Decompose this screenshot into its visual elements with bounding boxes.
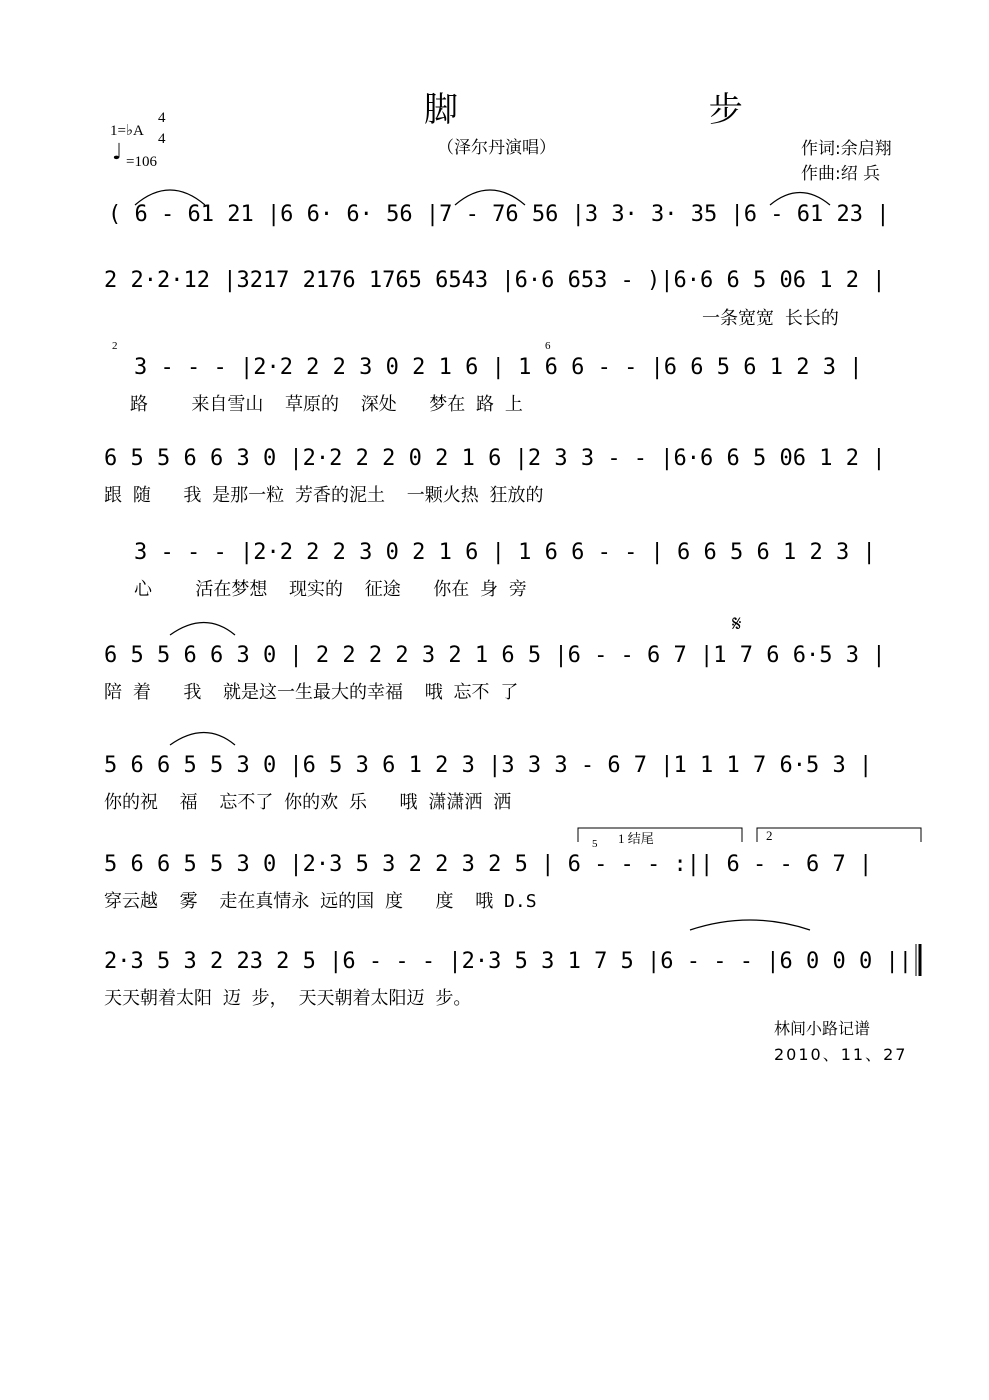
music-row-8: 5 6 6 5 5 3 0 |2·3 5 3 2 2 3 2 5 | 6 - - - :|| 6 - - 6 7 | <box>104 852 873 877</box>
time-signature-bottom: 4 <box>158 131 166 147</box>
music-row-7: 5 6 6 5 5 3 0 |6 5 3 6 1 2 3 |3 3 3 - 6 7 |1 1 1 7 6·5 3 | <box>104 753 873 778</box>
music-row-9: 2·3 5 3 2 23 2 5 |6 - - - |2·3 5 3 1 7 5 |6 - - - |6 0 0 0 || <box>104 949 912 974</box>
music-row-1: ( 6 - 61 21 |6 6· 6· 56 |7 - 76 56 |3 3· 3· 35 |6 - 61 23 | <box>108 202 890 227</box>
music-row-5: 3 - - - |2·2 2 2 3 0 2 1 6 | 1 6 6 - - | 6 6 5 6 1 2 3 | <box>134 540 876 565</box>
music-row-3: 3 - - - |2·2 2 2 3 0 2 1 6 | 1 6 6 - - |6 6 5 6 1 2 3 | <box>134 355 863 380</box>
song-title: 脚 步 <box>424 90 863 130</box>
music-row-2: 2 2·2·12 |3217 2176 1765 6543 |6·6 653 - )|6·6 6 5 06 1 2 | <box>104 268 886 293</box>
key-signature: 1=♭A <box>110 123 144 139</box>
lyric-row-9: 天天朝着太阳 迈 步， 天天朝着太阳迈 步。 <box>104 988 472 1009</box>
lyricist-credit: 作词:余启翔 <box>801 139 892 159</box>
segno-symbol: 𝄋 <box>732 612 742 637</box>
lyric-row-2: 一条宽宽 长长的 <box>702 308 839 329</box>
transcriber-note: 林间小路记谱 <box>774 1019 871 1038</box>
lyric-row-7: 你的祝 福 忘不了 你的欢 乐 哦 潇潇洒 洒 <box>104 792 512 813</box>
lyric-row-5: 心 活在梦想 现实的 征途 你在 身 旁 <box>134 579 527 600</box>
volta-first-ending: 1 结尾 <box>618 831 654 846</box>
lyric-row-3: 路 来自雪山 草原的 深处 梦在 路 上 <box>130 394 523 415</box>
grace-note: 2 <box>112 340 118 352</box>
grace-note: 5 <box>592 838 598 850</box>
lyric-row-4: 跟 随 我 是那一粒 芳香的泥土 一颗火热 狂放的 <box>104 485 544 506</box>
tempo-marking: =106 <box>126 154 157 170</box>
quarter-note-icon: ♩ <box>112 140 123 165</box>
time-signature-top: 4 <box>158 110 166 126</box>
lyric-row-8: 穿云越 雾 走在真情永 远的国 度 度 哦 D.S <box>104 891 537 912</box>
transcription-date: 2010、11、27 <box>774 1045 908 1064</box>
music-row-4: 6 5 5 6 6 3 0 |2·2 2 2 0 2 1 6 |2 3 3 - - |6·6 6 5 06 1 2 | <box>104 446 886 471</box>
music-row-6: 6 5 5 6 6 3 0 | 2 2 2 2 3 2 1 6 5 |6 - - 6 7 |1 7 6 6·5 3 | <box>104 643 886 668</box>
lyric-row-6: 陪 着 我 就是这一生最大的幸福 哦 忘不 了 <box>104 682 519 703</box>
grace-note: 6 <box>545 340 551 352</box>
singer-subtitle: （泽尔丹演唱） <box>437 138 556 158</box>
composer-credit: 作曲:绍 兵 <box>801 164 881 184</box>
volta-second-ending: 2 <box>766 828 773 843</box>
